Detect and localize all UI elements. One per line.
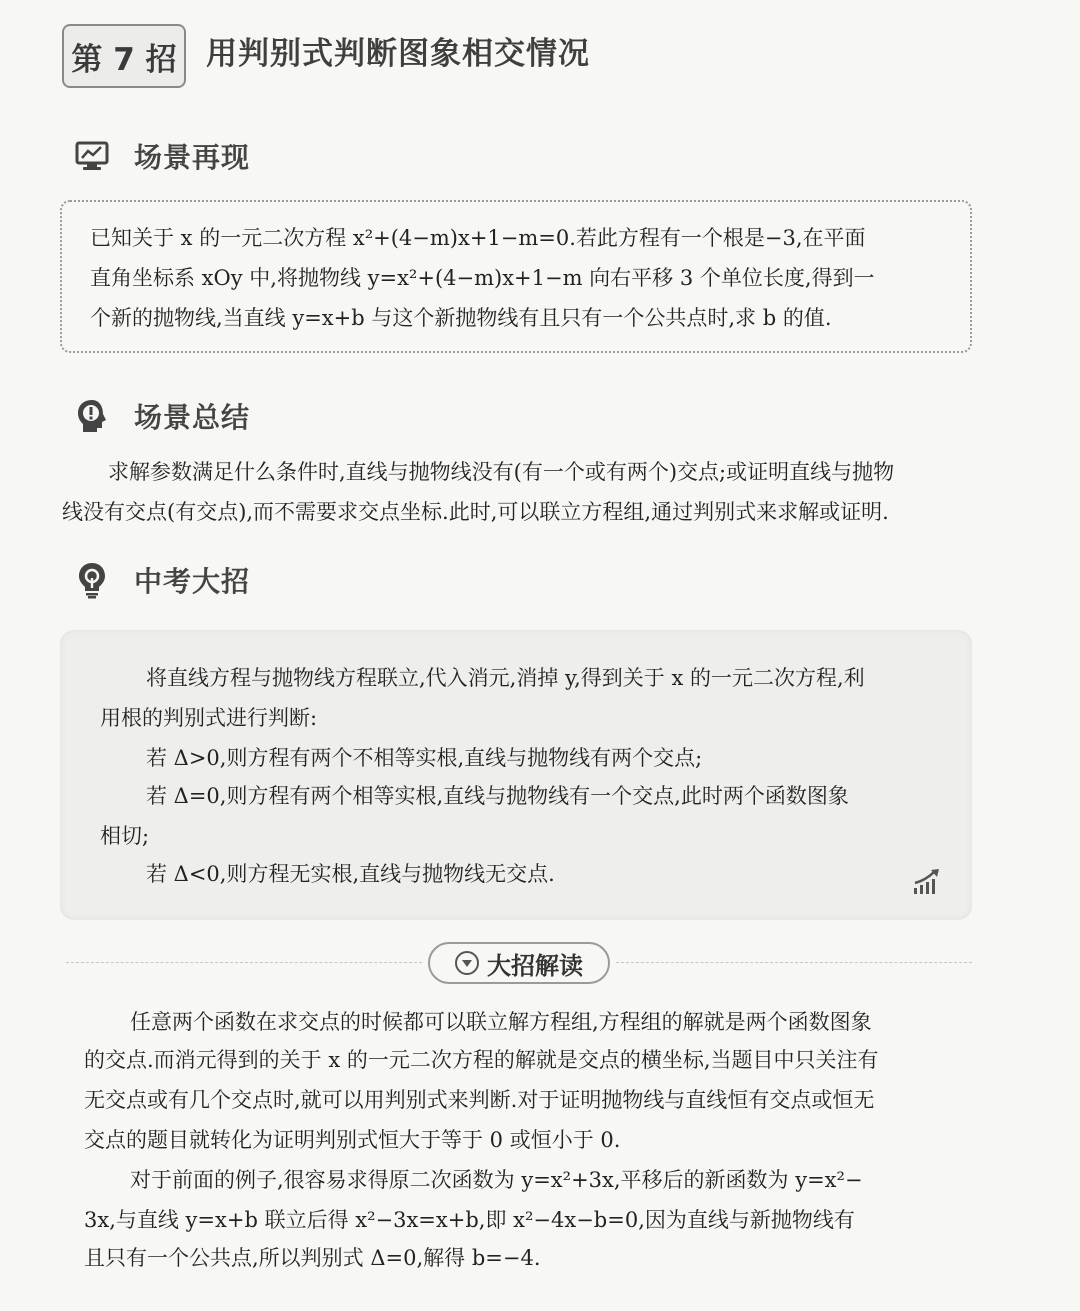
head-exclamation-icon <box>74 398 110 434</box>
page-title: 用判别式判断图象相交情况 <box>206 36 590 72</box>
interpretation-pill <box>428 942 610 984</box>
interp-line-5: 对于前面的例子,很容易求得原二次函数为 y=x²+3x,平移后的新函数为 y=x²− <box>130 1168 863 1192</box>
summary-line-2: 线没有交点(有交点),而不需要求交点坐标.此时,可以联立方程组,通过判别式来求解或证明. <box>62 500 889 524</box>
interpretation-label: 大招解读 <box>487 951 583 980</box>
scene-box <box>60 200 972 353</box>
rising-chart-icon <box>912 866 942 900</box>
summary-heading-label: 场景总结 <box>134 401 251 434</box>
interp-line-4: 交点的题目就转化为证明判别式恒大于等于 0 或恒小于 0. <box>84 1128 621 1152</box>
interp-line-7: 且只有一个公共点,所以判别式 Δ=0,解得 b=−4. <box>84 1246 541 1270</box>
interp-line-2: 的交点.而消元得到的关于 x 的一元二次方程的解就是交点的横坐标,当题目中只关注有 <box>84 1048 879 1072</box>
monitor-chart-icon <box>74 138 110 174</box>
tips-box <box>60 630 972 920</box>
chevron-down-circle-icon <box>455 951 479 975</box>
tips-line-3: 若 Δ>0,则方程有两个不相等实根,直线与抛物线有两个交点; <box>146 746 703 770</box>
interp-line-6: 3x,与直线 y=x+b 联立后得 x²−3x=x+b,即 x²−4x−b=0,因为直线与新抛物线有 <box>84 1208 855 1232</box>
interp-line-3: 无交点或有几个交点时,就可以用判别式来判断.对于证明抛物线与直线恒有交点或恒无 <box>84 1088 875 1112</box>
divider-left <box>66 962 422 963</box>
tips-line-1: 将直线方程与抛物线方程联立,代入消元,消掉 y,得到关于 x 的一元二次方程,利 <box>146 666 865 690</box>
tips-line-6: 若 Δ<0,则方程无实根,直线与抛物线无交点. <box>146 862 555 886</box>
tips-heading <box>74 560 250 600</box>
scene-heading-label: 场景再现 <box>134 141 251 174</box>
divider-right <box>616 962 972 963</box>
summary-heading <box>74 396 250 436</box>
scene-line-3: 个新的抛物线,当直线 y=x+b 与这个新抛物线有且只有一个公共点时,求 b 的值. <box>90 306 832 330</box>
scene-line-2: 直角坐标系 xOy 中,将抛物线 y=x²+(4−m)x+1−m 向右平移 3 个单位长度,得到一 <box>90 266 875 290</box>
tips-line-4: 若 Δ=0,则方程有两个相等实根,直线与抛物线有一个交点,此时两个函数图象 <box>146 784 849 808</box>
tips-line-5: 相切; <box>100 824 150 848</box>
scene-heading <box>74 136 250 176</box>
summary-line-1: 求解参数满足什么条件时,直线与抛物线没有(有一个或有两个)交点;或证明直线与抛物 <box>108 460 895 484</box>
chapter-badge: 第 7 招 <box>62 24 186 88</box>
scene-line-1: 已知关于 x 的一元二次方程 x²+(4−m)x+1−m=0.若此方程有一个根是−3,在平面 <box>90 226 866 250</box>
tips-line-2: 用根的判别式进行判断: <box>100 706 318 730</box>
tips-heading-label: 中考大招 <box>134 565 251 598</box>
interp-line-1: 任意两个函数在求交点的时候都可以联立解方程组,方程组的解就是两个函数图象 <box>130 1010 872 1034</box>
lightbulb-icon <box>74 562 110 598</box>
